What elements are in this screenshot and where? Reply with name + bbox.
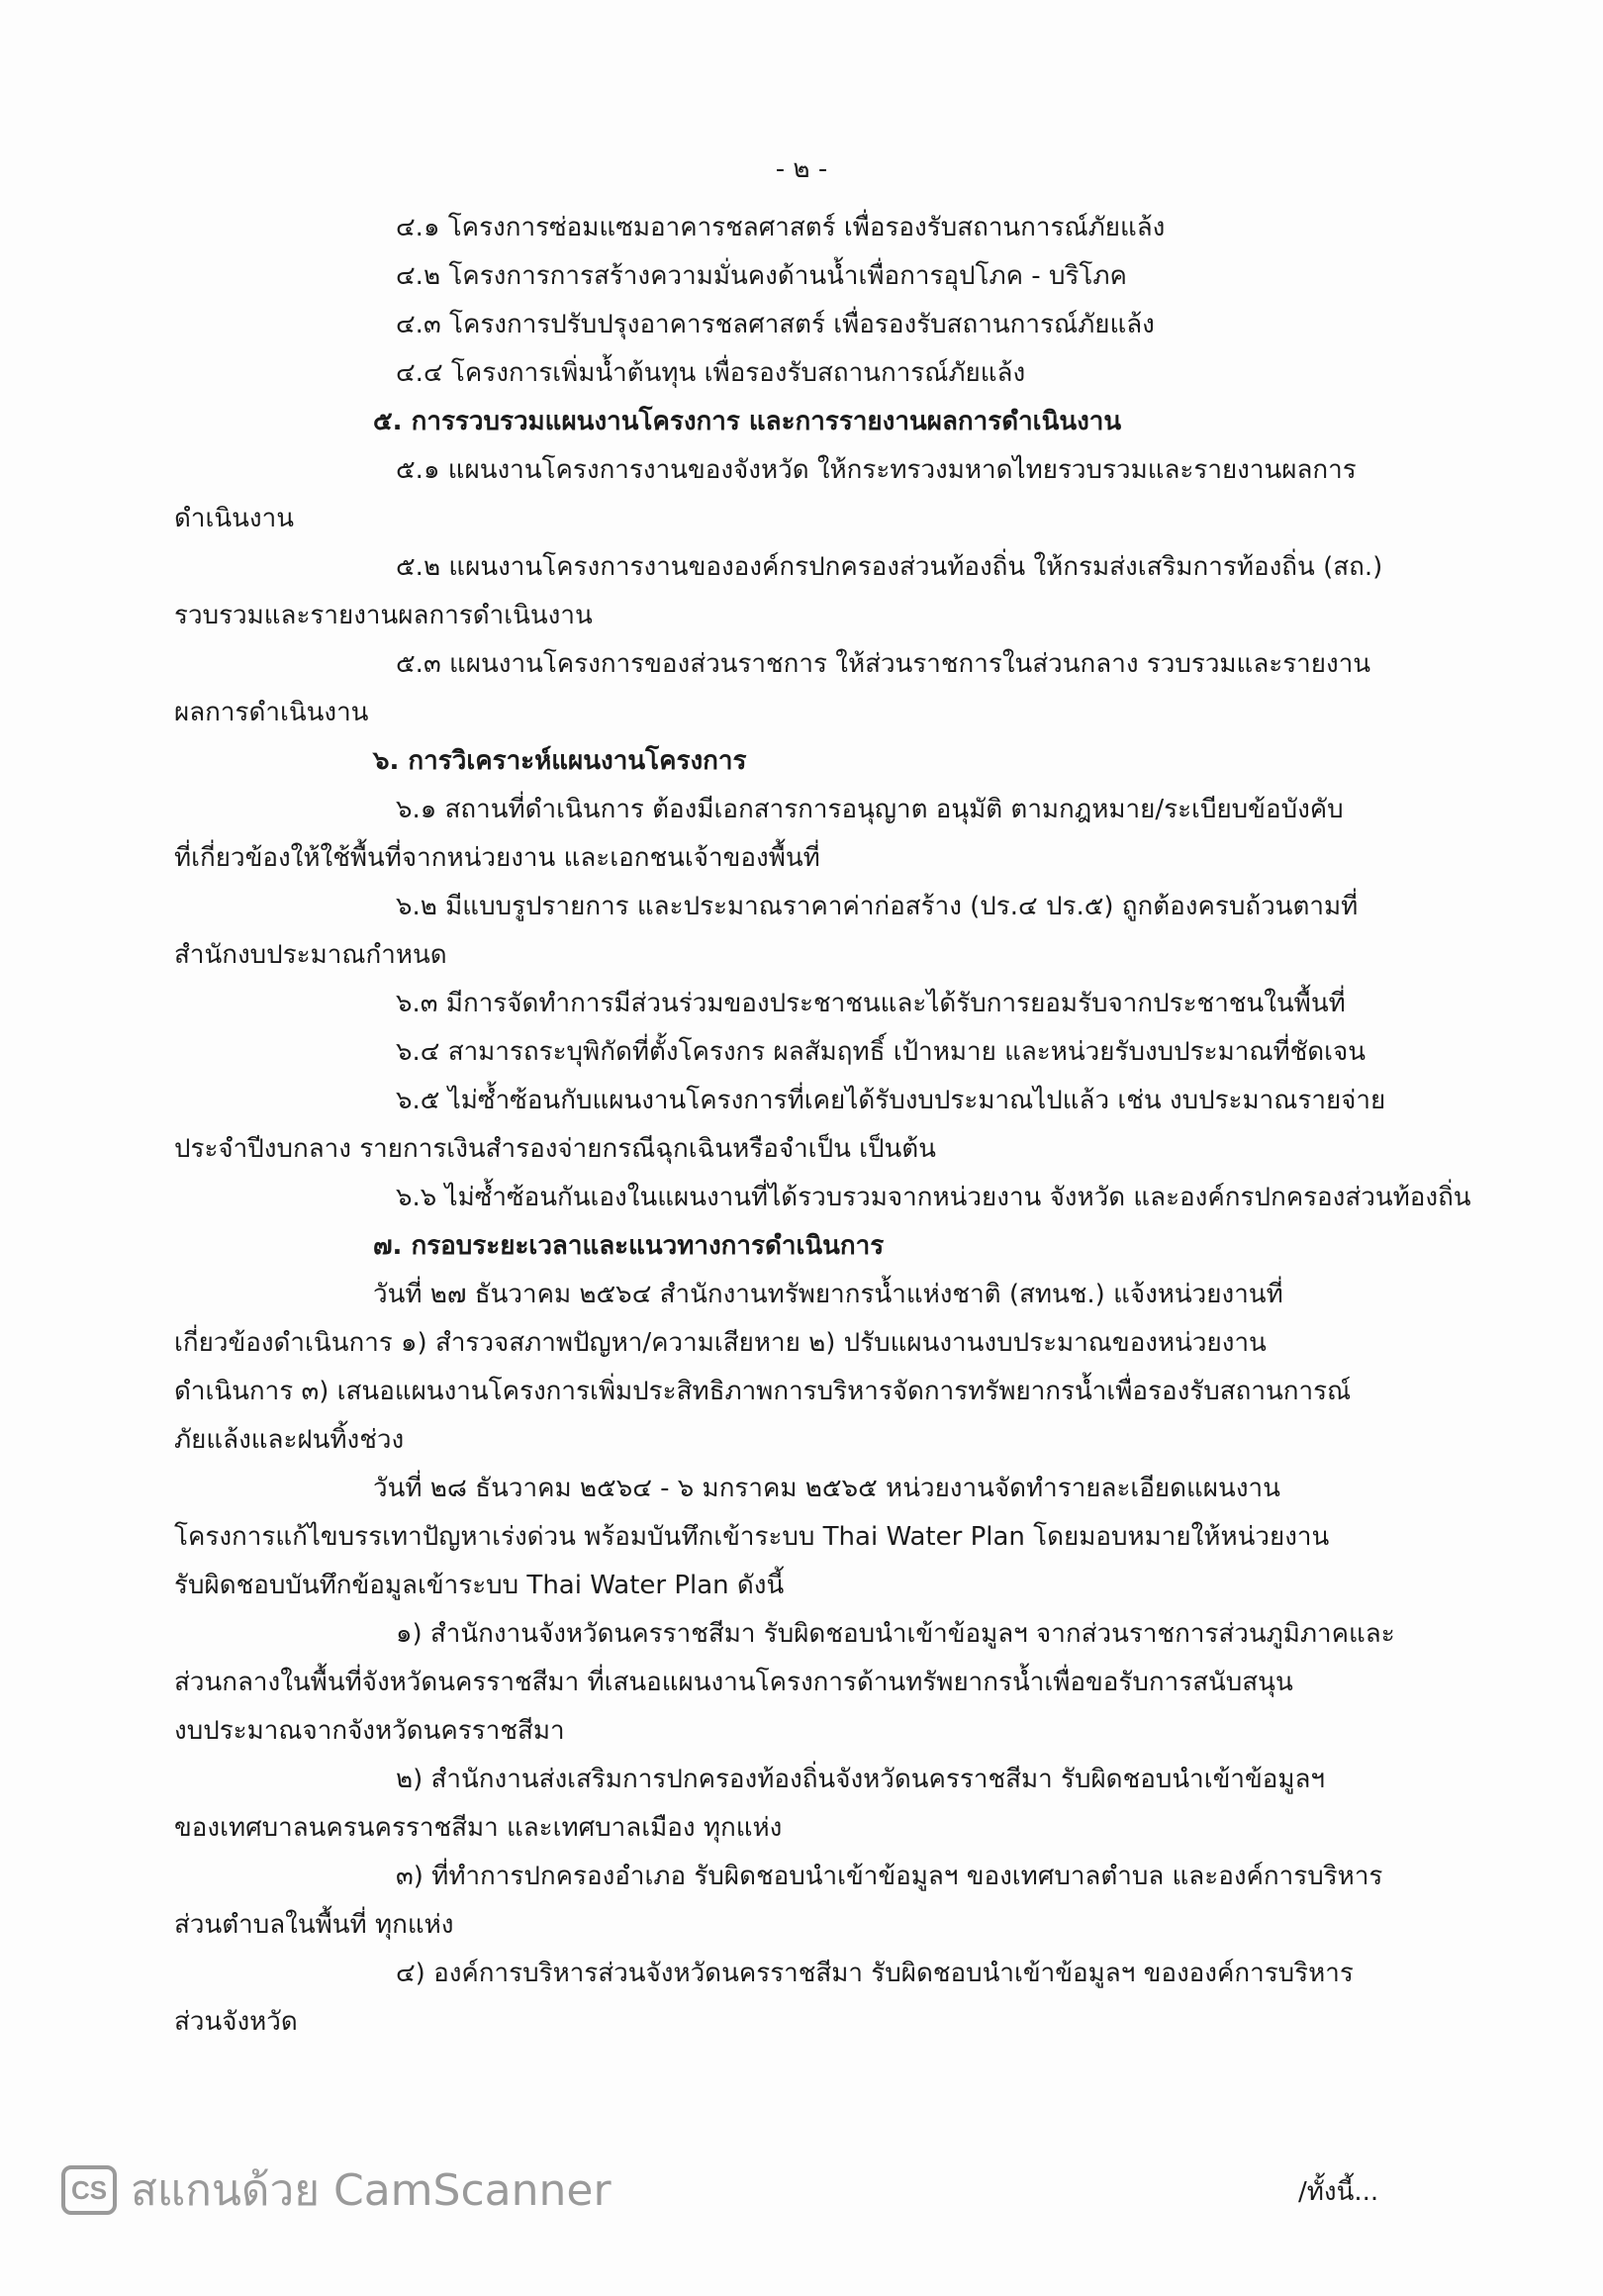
body-line: ๔.๔ โครงการเพิ่มน้ำต้นทุน เพื่อรองรับสถานการณ์ภัยแล้ง	[396, 358, 1026, 388]
body-line: รับผิดชอบบันทึกข้อมูลเข้าระบบ Thai Water Plan ดังนี้	[174, 1571, 785, 1600]
body-line: ส่วนจังหวัด	[174, 2007, 298, 2037]
body-line: ๖.๒ มีแบบรูปรายการ และประมาณราคาค่าก่อสร้าง (ปร.๔ ปร.๕) ถูกต้องครบถ้วนตามที่	[396, 892, 1359, 921]
body-line: ของเทศบาลนครนครราชสีมา และเทศบาลเมือง ทุกแห่ง	[174, 1813, 783, 1843]
camscanner-logo-icon: CS	[61, 2165, 117, 2215]
body-line: ๔) องค์การบริหารส่วนจังหวัดนครราชสีมา รับผิดชอบนำเข้าข้อมูลฯ ขององค์การบริหาร	[396, 1959, 1354, 1988]
body-line: ๔.๒ โครงการการสร้างความมั่นคงด้านน้ำเพื่อการอุปโภค - บริโภค	[396, 261, 1127, 291]
body-line: ประจำปีงบกลาง รายการเงินสำรองจ่ายกรณีฉุกเฉินหรือจำเป็น เป็นต้น	[174, 1134, 936, 1164]
section-heading: ๕. การรวบรวมแผนงานโครงการ และการรายงานผลการดำเนินงาน	[373, 407, 1122, 436]
body-line: ๔.๓ โครงการปรับปรุงอาคารชลศาสตร์ เพื่อรองรับสถานการณ์ภัยแล้ง	[396, 310, 1155, 339]
body-line: ที่เกี่ยวข้องให้ใช้พื้นที่จากหน่วยงาน และเอกชนเจ้าของพื้นที่	[174, 843, 820, 873]
body-line: ผลการดำเนินงาน	[174, 698, 369, 727]
body-line: ๔.๑ โครงการซ่อมแซมอาคารชลศาสตร์ เพื่อรองรับสถานการณ์ภัยแล้ง	[396, 213, 1166, 242]
body-line: ดำเนินการ ๓) เสนอแผนงานโครงการเพิ่มประสิทธิภาพการบริหารจัดการทรัพยากรน้ำเพื่อรองรับสถานการณ์	[174, 1377, 1352, 1406]
section-heading: ๖. การวิเคราะห์แผนงานโครงการ	[373, 746, 747, 776]
camscanner-watermark	[61, 2160, 612, 2220]
body-line: รวบรวมและรายงานผลการดำเนินงาน	[174, 601, 593, 630]
body-line: ๒) สำนักงานส่งเสริมการปกครองท้องถิ่นจังหวัดนครราชสีมา รับผิดชอบนำเข้าข้อมูลฯ	[396, 1765, 1326, 1794]
body-line: เกี่ยวข้องดำเนินการ ๑) สำรวจสภาพปัญหา/ความเสียหาย ๒) ปรับแผนงานงบประมาณของหน่วยงาน	[174, 1328, 1267, 1358]
continuation-note: /ทั้งนี้...	[1298, 2177, 1379, 2207]
body-line: ๑) สำนักงานจังหวัดนครราชสีมา รับผิดชอบนำเข้าข้อมูลฯ จากส่วนราชการส่วนภูมิภาคและ	[396, 1619, 1395, 1649]
body-line: ๖.๓ มีการจัดทำการมีส่วนร่วมของประชาชนและได้รับการยอมรับจากประชาชนในพื้นที่	[396, 989, 1346, 1018]
body-line: วันที่ ๒๗ ธันวาคม ๒๕๖๔ สำนักงานทรัพยากรน้ำแห่งชาติ (สทนช.) แจ้งหน่วยงานที่	[373, 1280, 1283, 1309]
body-line: สำนักงบประมาณกำหนด	[174, 940, 447, 970]
body-line: ๕.๑ แผนงานโครงการงานของจังหวัด ให้กระทรวงมหาดไทยรวบรวมและรายงานผลการ	[396, 455, 1357, 485]
body-line: ๖.๕ ไม่ซ้ำซ้อนกับแผนงานโครงการที่เคยได้รับงบประมาณไปแล้ว เช่น งบประมาณรายจ่าย	[396, 1086, 1386, 1115]
body-line: ๖.๔ สามารถระบุพิกัดที่ตั้งโครงกร ผลสัมฤทธิ์ เป้าหมาย และหน่วยรับงบประมาณที่ชัดเจน	[396, 1037, 1367, 1067]
body-line: ๕.๒ แผนงานโครงการงานขององค์กรปกครองส่วนท้องถิ่น ให้กรมส่งเสริมการท้องถิ่น (สถ.)	[396, 552, 1383, 582]
watermark-text: สแกนด้วย CamScanner	[131, 2165, 612, 2216]
body-line: วันที่ ๒๘ ธันวาคม ๒๕๖๔ - ๖ มกราคม ๒๕๖๕ หน่วยงานจัดทำรายละเอียดแผนงาน	[373, 1474, 1280, 1503]
body-line: ๓) ที่ทำการปกครองอำเภอ รับผิดชอบนำเข้าข้อมูลฯ ของเทศบาลตำบล และองค์การบริหาร	[396, 1862, 1383, 1891]
body-line: ภัยแล้งและฝนทิ้งช่วง	[174, 1425, 405, 1455]
body-line: ส่วนกลางในพื้นที่จังหวัดนครราชสีมา ที่เสนอแผนงานโครงการด้านทรัพยากรน้ำเพื่อขอรับการสนับสนุน	[174, 1668, 1293, 1697]
body-line: ๖.๑ สถานที่ดำเนินการ ต้องมีเอกสารการอนุญาต อนุมัติ ตามกฎหมาย/ระเบียบข้อบังคับ	[396, 795, 1344, 824]
body-line: ๖.๖ ไม่ซ้ำซ้อนกันเองในแผนงานที่ได้รวบรวมจากหน่วยงาน จังหวัด และองค์กรปกครองส่วนท้องถิ่น	[396, 1183, 1471, 1212]
body-line: ส่วนตำบลในพื้นที่ ทุกแห่ง	[174, 1910, 454, 1940]
page-number: - ๒ -	[775, 154, 828, 184]
body-line: งบประมาณจากจังหวัดนครราชสีมา	[174, 1716, 565, 1746]
body-line: ดำเนินงาน	[174, 504, 294, 533]
body-line: โครงการแก้ไขบรรเทาปัญหาเร่งด่วน พร้อมบันทึกเข้าระบบ Thai Water Plan โดยมอบหมายให้หน่วยงาน	[174, 1522, 1330, 1552]
body-line: ๕.๓ แผนงานโครงการของส่วนราชการ ให้ส่วนราชการในส่วนกลาง รวบรวมและรายงาน	[396, 649, 1371, 679]
section-heading: ๗. กรอบระยะเวลาและแนวทางการดำเนินการ	[373, 1231, 885, 1261]
